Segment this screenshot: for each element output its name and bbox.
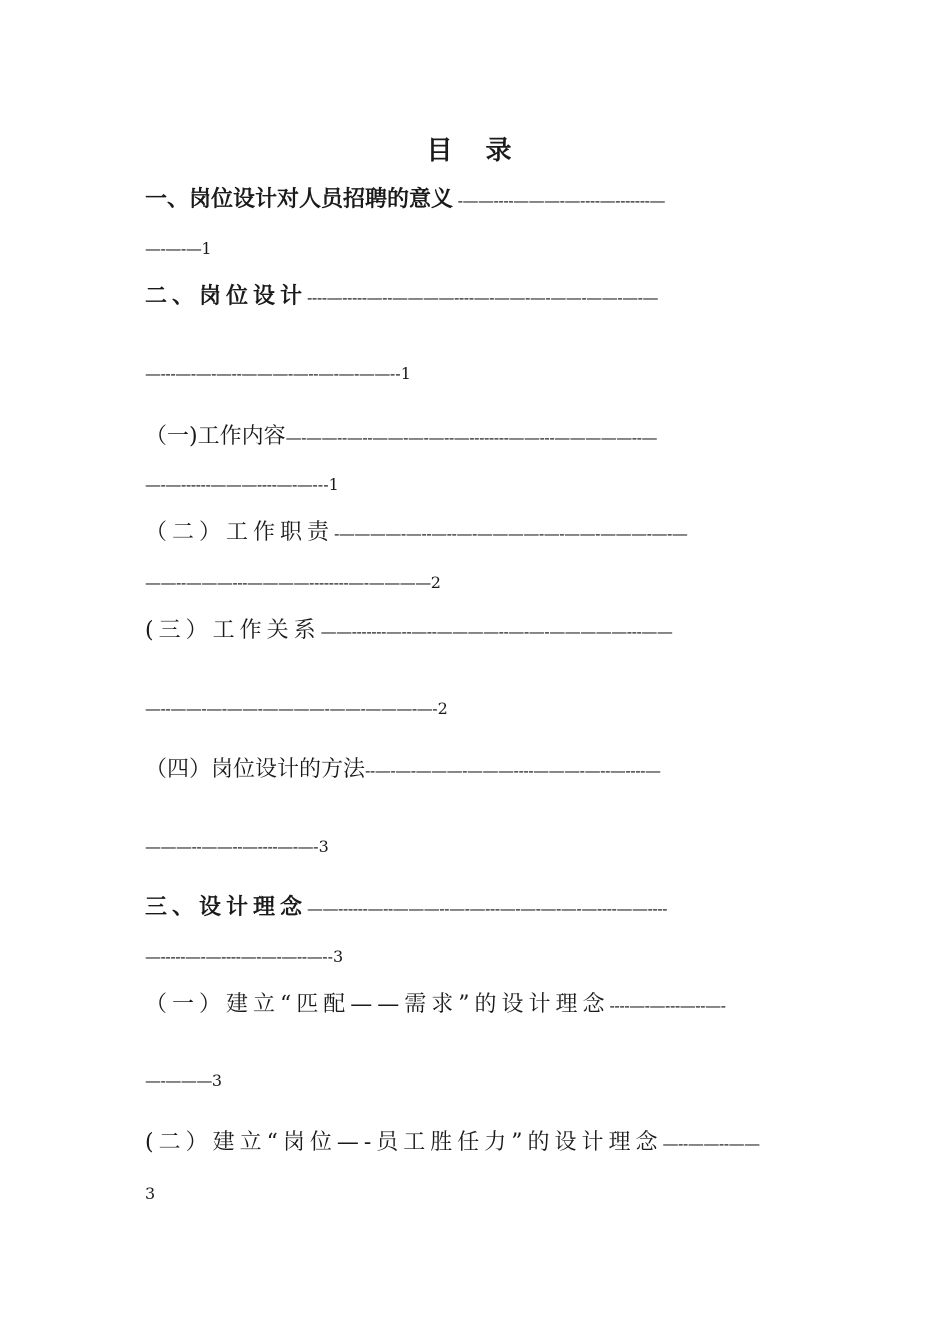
toc-page-number: -3 [313, 837, 329, 856]
toc-page-number: 3 [145, 1184, 156, 1203]
toc-entry-9-line2 [145, 1177, 775, 1211]
toc-entry-1-line1 [145, 183, 775, 218]
toc-entry-9-line1 [145, 1126, 775, 1161]
toc-entry-2-line2 [145, 357, 775, 391]
toc-leader: —--——--—— [662, 1134, 760, 1153]
toc-leader: ———--——--—----—-— [145, 837, 314, 856]
toc-page-number: 3 [211, 1071, 223, 1090]
toc-page-number: 2 [430, 573, 441, 592]
toc-entry-label: 一、岗位设计对人员招聘的意义 [145, 187, 454, 212]
toc-entry-7-line1 [145, 891, 775, 926]
toc-leader: —-——--—--——-—-—--—--------——---—————--— [285, 428, 658, 447]
toc-entry-label: （一)工作内容 [145, 424, 286, 449]
toc-entry-label: （二）工作职责 [145, 520, 335, 545]
toc-leader: ----—-—---—--—- [609, 996, 726, 1015]
toc-entry-label: (三）工作关系 [145, 618, 321, 643]
toc-entry-1-line2 [145, 232, 775, 266]
toc-leader: —-----—-—----—-—-—--— [145, 947, 323, 966]
toc-page-number: ---1 [312, 475, 339, 494]
toc-title: 目 录 [426, 136, 524, 166]
toc-leader: -————-—--—--—-————-—-——-———-—-— [334, 524, 688, 543]
toc-leader: ——------—--———--—-—---—-—-—-—-—----——---- [307, 899, 668, 918]
toc-entry-8-line2 [145, 1064, 775, 1098]
toc-leader: ——--———---————--------—-———— [145, 573, 431, 592]
toc-entry-2-line1 [145, 280, 775, 315]
toc-leader: —--——-—-——-————-——-———-— [145, 699, 433, 718]
toc-leader: --—-—-———-———----———-—--—----— [365, 761, 661, 780]
toc-entry-5-line2 [145, 692, 775, 726]
toc-entry-5-line1 [145, 614, 775, 649]
toc-page-number: 1 [201, 239, 212, 258]
toc-entry-3-line1 [145, 420, 775, 455]
toc-leader: ——-------—--—--————--—-—-—————---—— [320, 622, 673, 641]
toc-leader: —---—-—-—--———-—--—-—-—— [145, 364, 390, 383]
toc-entry-label: 二、岗位设计 [145, 284, 308, 309]
toc-entry-3-line2 [145, 468, 775, 502]
toc-page-number: --3 [322, 947, 344, 966]
toc-page-number: --1 [389, 364, 411, 383]
toc-entry-label: （四）岗位设计的方法 [145, 757, 366, 782]
toc-leader: ----—-----—--————----—-——-—-——-——-—-— [307, 288, 659, 307]
toc-entry-label: (二）建立“岗位—-员工胜任力”的设计理念 [145, 1130, 663, 1155]
toc-leader: —-——— [145, 1071, 212, 1090]
toc-entry-7-line2 [145, 940, 775, 974]
toc-entry-6-line1 [145, 753, 775, 788]
toc-entry-8-line1 [145, 988, 775, 1023]
toc-entry-4-line2 [145, 566, 775, 600]
toc-entry-label: 三、设计理念 [145, 895, 308, 920]
toc-entry-label: （一）建立“匹配——需求”的设计理念 [145, 992, 610, 1017]
toc-entry-6-line2 [145, 830, 775, 864]
toc-leader: —-—-— [145, 239, 202, 258]
toc-entry-4-line1 [145, 516, 775, 551]
toc-page-number: -2 [432, 699, 448, 718]
toc-leader: -——----———-—----—-------— [453, 191, 666, 210]
toc-leader: —-—------———----—-— [145, 475, 313, 494]
